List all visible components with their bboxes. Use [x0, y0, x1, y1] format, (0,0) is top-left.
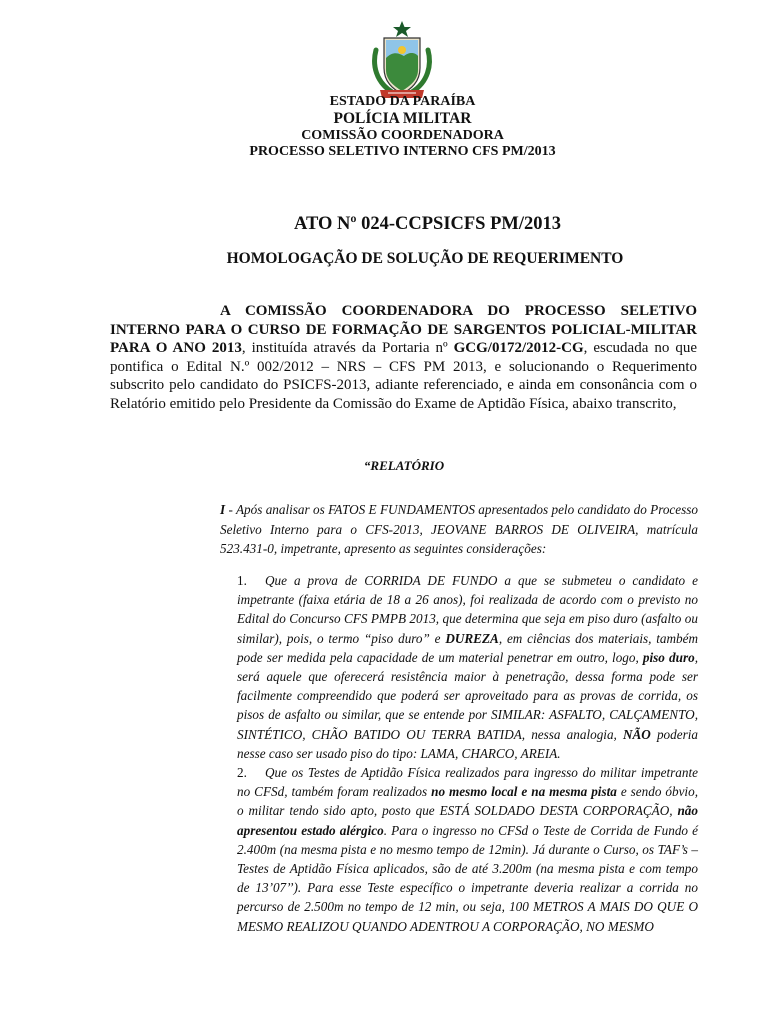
item-1-number: 1. — [237, 573, 247, 588]
report-item-2 — [237, 763, 698, 936]
commission-name: COMISSÃO COORDENADORA — [301, 128, 504, 143]
report-items — [237, 571, 698, 936]
intro-paragraph — [110, 302, 697, 414]
process-name: PROCESSO SELETIVO INTERNO CFS PM/2013 — [249, 144, 556, 159]
item-1-text-g: poderia nesse caso ser usado piso do tipo: LAMA, CHARCO, AREIA. — [237, 726, 698, 761]
intro-portaria: GCG/0172/2012-CG — [453, 340, 584, 357]
item-1-text-c: , em ciências dos materiais, também pode ser medida pela capacidade de um material penetrar em outro, logo, — [237, 630, 698, 665]
item-2-text-c: e sendo óbvio, o militar tendo sido apto, posto que ESTÁ SOLDADO DESTA CORPORAÇÃO, — [237, 784, 698, 819]
report-paragraph-1 — [220, 500, 698, 559]
item-1-bold-d: piso duro — [642, 649, 695, 665]
report-paragraph-1-text: - Após analisar os FATOS E FUNDAMENTOS apresentados pelo candidato do Processo Seletivo Interno para o CFS-2013, JEOVANE BARROS DE OLIVEIRA, matrícula 523.431-0, impetrante, apresento as seguintes considerações: — [220, 502, 698, 556]
item-1-bold-f: NÃO — [622, 726, 651, 742]
report-item-1 — [237, 571, 698, 763]
intro-text-b: , escudada no que pontifica o Edital N.º 002/2012 – NRS – CFS PM 2013, e solucionando o Requerimento subscrito pelo candidato do PSICFS-2013, adiante referenciado, e ainda em consonância com o Relatório emitido pelo Presidente da Comissão do Exame de Aptidão Física, abaixo transcrito, — [110, 340, 697, 412]
report-roman-numeral: I — [220, 502, 226, 517]
police-name: POLÍCIA MILITAR — [333, 110, 472, 127]
item-2-bold-d: não apresentou estado alérgico — [237, 803, 698, 838]
item-1-text-a: Que a prova de CORRIDA DE FUNDO a que se submeteu o candidato e impetrante (faixa etária de 18 a 26 anos), foi realizada de acordo com o previsto no Edital do Concurso CFS PMPB 2013, que determina que seja em piso duro (asfalto ou similar), pois, o termo “piso duro” e — [237, 573, 698, 646]
intro-bold-lead: A COMISSÃO COORDENADORA DO PROCESSO SELETIVO INTERNO PARA O CURSO DE FORMAÇÃO DE SARGENTOS POLICIAL-MILITAR PARA O ANO 2013 — [110, 303, 697, 357]
act-subject: HOMOLOGAÇÃO DE SOLUÇÃO DE REQUERIMENTO — [226, 250, 624, 267]
item-2-text-a: Que os Testes de Aptidão Física realizados para ingresso do militar impetrante no CFSd, também foram realizados — [237, 765, 698, 800]
item-2-number: 2. — [237, 765, 247, 781]
report-title: “RELATÓRIO — [363, 458, 445, 473]
item-2-bold-b: no mesmo local e na mesma pista — [431, 784, 617, 800]
intro-text-a: , instituída através da Portaria nº — [241, 340, 454, 357]
coat-of-arms-icon — [366, 20, 438, 102]
item-1-bold-b: DUREZA — [445, 630, 499, 646]
act-number: ATO Nº 024-CCPSICFS PM/2013 — [294, 214, 561, 234]
item-2-text-e: . Para o ingresso no CFSd o Teste de Corrida de Fundo é 2.400m (na mesma pista e no mesmo tempo de 12min). Já durante o Curso, os TAF’s – Testes de Aptidão Física aplicados, são de até 3.200m (na mesma pista e com tempo de 13’07’’). Para esse Teste específico o impetrante deveria realizar a corrida no percurso de 2.500m no tempo de 12 min, ou seja, 100 METROS A MAIS DO QUE O MESMO REALIZOU QUANDO ADENTROU A CORPORAÇÃO, NO MESMO — [237, 822, 698, 934]
state-name: ESTADO DA PARAÍBA — [329, 94, 476, 109]
item-1-text-e: , será aquele que oferecerá resistência maior à penetração, dessa forma pode ser facilmente compreendido que poderá ser aproveitado para as provas de corrida, os pisos de asfalto ou similar, que se entende por SIMILAR: ASFALTO, CALÇAMENTO, SINTÉTICO, CHÃO BATIDO OU TERRA BATIDA, nessa analogia, — [237, 649, 698, 742]
